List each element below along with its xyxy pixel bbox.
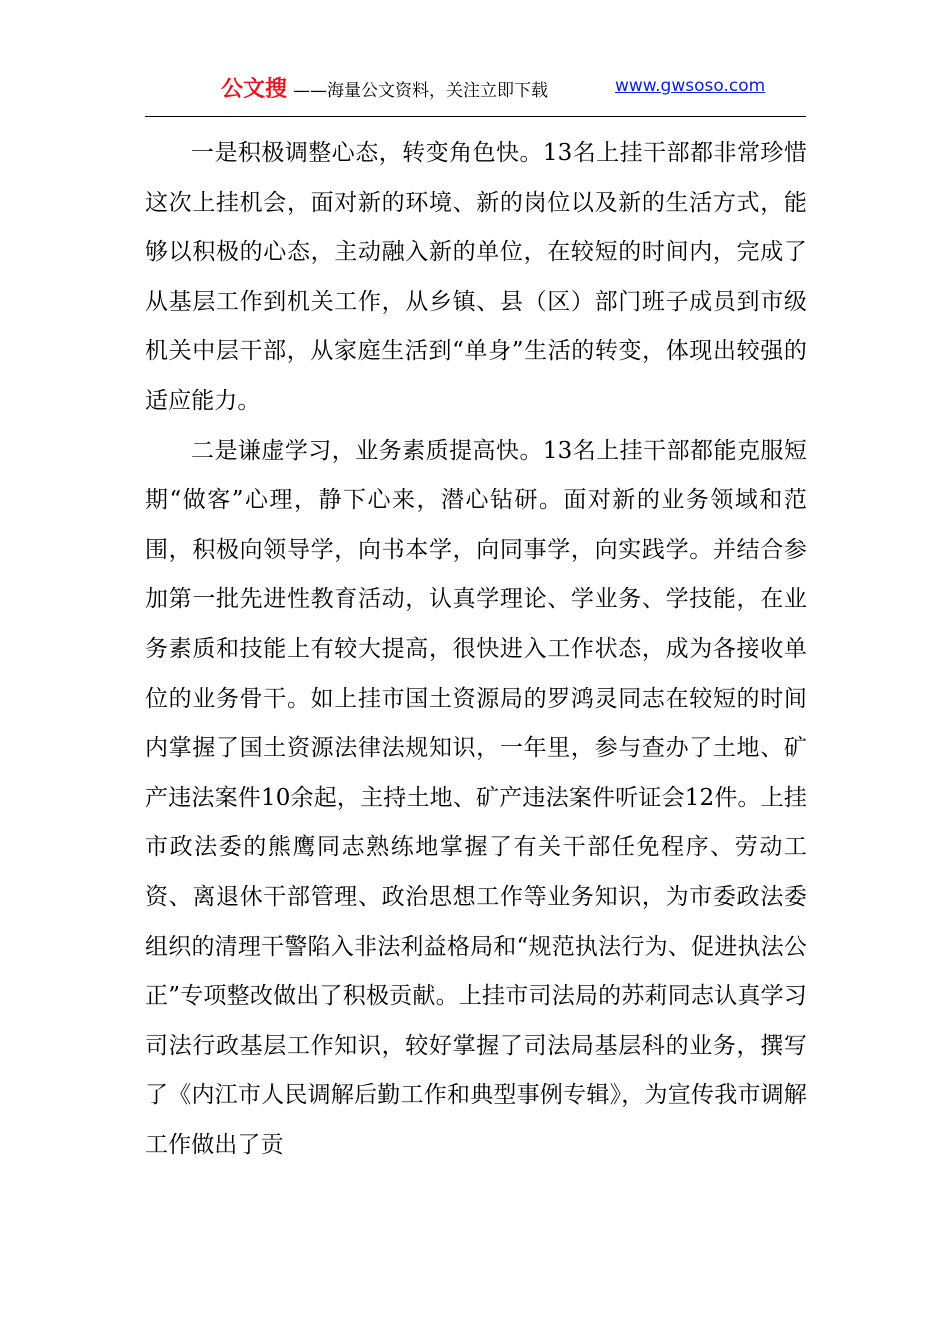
page-header xyxy=(145,70,805,110)
header-slogan: ——海量公文资料，关注立即下载 xyxy=(293,81,548,101)
brand-logo-text: 公文搜 xyxy=(221,77,288,102)
paragraph-1: 一是积极调整心态，转变角色快。13名上挂干部都非常珍惜这次上挂机会，面对新的环境、新的岗位以及新的生活方式，能够以积极的心态，主动融入新的单位，在较短的时间内，完成了从基层工作到机关工作，从乡镇、县（区）部门班子成员到市级机关中层干部，从家庭生活到“单身”生活的转变，体现出较强的适应能力。 xyxy=(145,140,807,414)
header-divider xyxy=(145,116,806,117)
paragraph-2: 二是谦虚学习，业务素质提高快。13名上挂干部都能克服短期“做客”心理，静下心来，潜心钻研。面对新的业务领域和范围，积极向领导学，向书本学，向同事学，向实践学。并结合参加第一批先进性教育活动，认真学理论、学业务、学技能，在业务素质和技能上有较大提高，很快进入工作状态，成为各接收单位的业务骨干。如上挂市国土资源局的罗鸿灵同志在较短的时间内掌握了国土资源法律法规知识，一年里，参与查办了土地、矿产违法案件10余起，主持土地、矿产违法案件听证会12件。上挂市政法委的熊鹰同志熟练地掌握了有关干部任免程序、劳动工资、离退休干部管理、政治思想工作等业务知识，为市委政法委组织的清理干警陷入非法利益格局和“规范执法行为、促进执法公正”专项整改做出了积极贡献。上挂市司法局的苏莉同志认真学习司法行政基层工作知识，较好掌握了司法局基层科的业务，撰写了《内江市人民调解后勤工作和典型事例专辑》，为宣传我市调解工作做出了贡 xyxy=(145,437,807,1158)
document-body xyxy=(145,129,807,1170)
website-link[interactable]: www.gwsoso.com xyxy=(615,76,766,96)
